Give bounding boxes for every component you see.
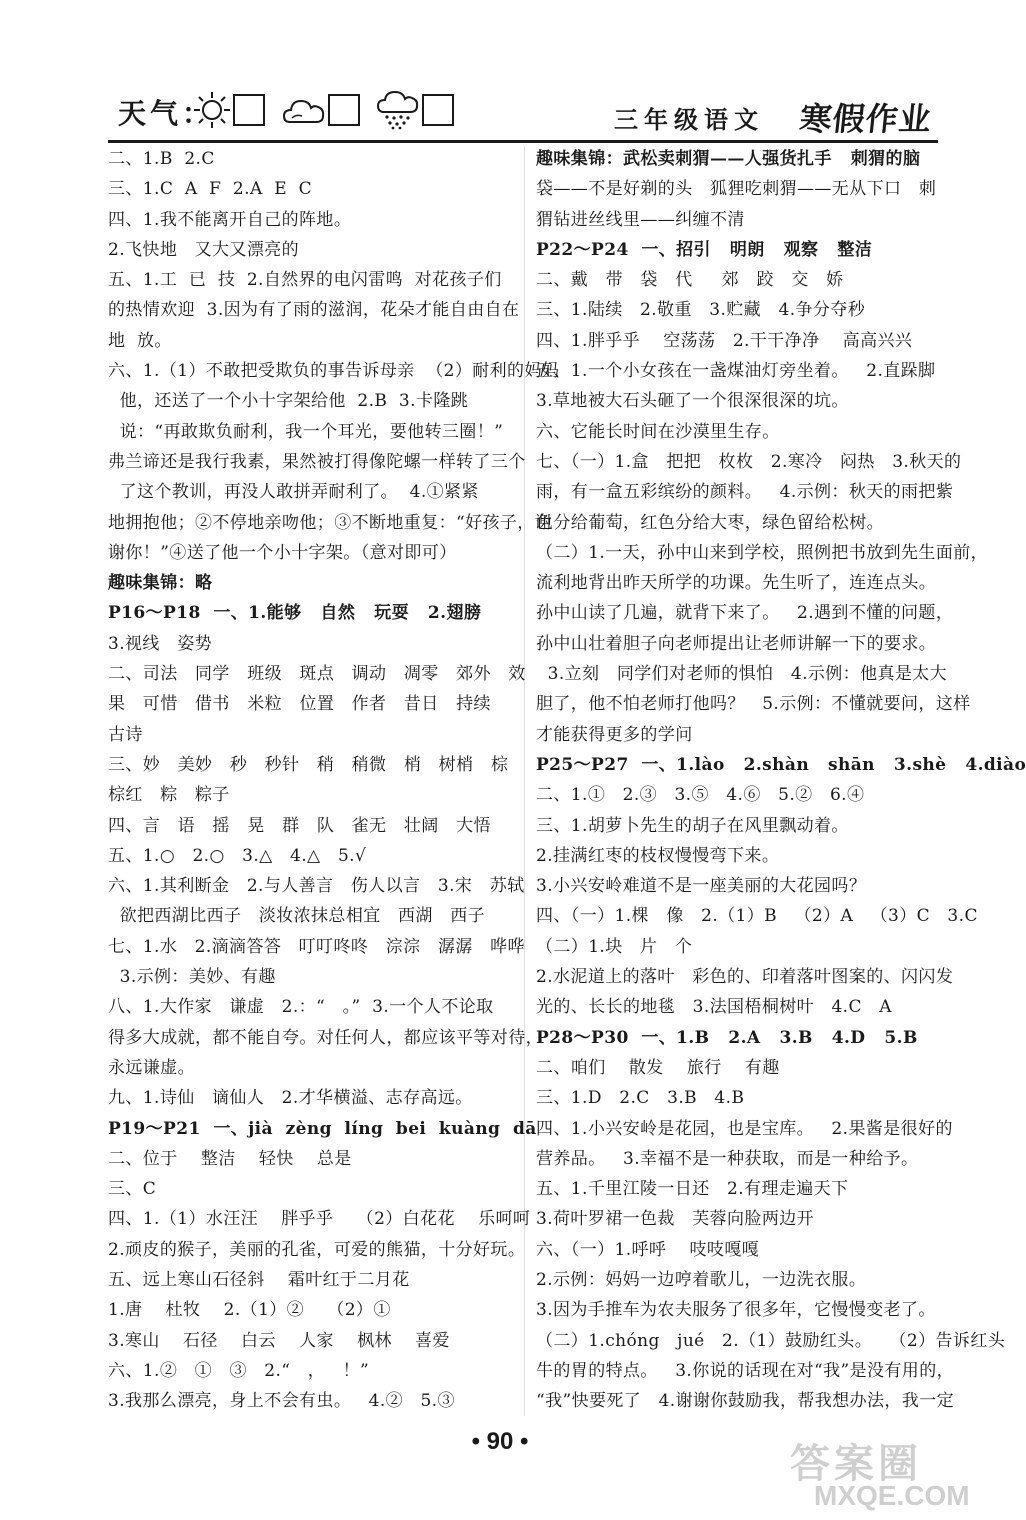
answer-line: 七、1.水 2.滴滴答答 叮叮咚咚 淙淙 潺潺 哗哗 bbox=[108, 936, 525, 957]
answer-line: 雨，有一盒五彩缤纷的颜料。 4.示例：秋天的雨把紫 bbox=[536, 482, 954, 503]
answer-line: （二）1.一天，孙中山来到学校，照例把书放到先生面前， bbox=[536, 542, 989, 563]
answer-line: 的热情欢迎 3.因为有了雨的滋润，花朵才能自由自在 bbox=[108, 300, 520, 321]
answer-line: 2.水泥道上的落叶 彩色的、印着落叶图案的、闪闪发 bbox=[536, 967, 954, 988]
answer-line: 二、位于 整洁 轻快 总是 bbox=[108, 1148, 352, 1169]
answer-line: 3.视线 姿势 bbox=[108, 633, 213, 654]
answer-line: 地拥抱他；②不停地亲吻他；③不断地重复：“好孩子，谢 bbox=[108, 512, 553, 533]
answer-line: 五、1.千里江陵一日还 2.有理走遍天下 bbox=[536, 1179, 849, 1200]
answer-line: 欲把西湖比西子 淡妆浓抹总相宜 西湖 西子 bbox=[108, 906, 486, 927]
weather-label: 天气： bbox=[118, 97, 215, 130]
answer-line: 二、1.B 2.C bbox=[108, 149, 215, 169]
weather-checkbox-cloudy[interactable] bbox=[328, 94, 360, 126]
answer-line: 三、1.陆续 2.敬重 3.贮藏 4.争分夺秒 bbox=[536, 300, 866, 321]
watermark-text: 答案圈 bbox=[790, 1441, 922, 1487]
answer-line: 2.飞快地 又大又漂亮的 bbox=[108, 239, 300, 260]
answer-line: 六、它能长时间在沙漠里生存。 bbox=[536, 421, 780, 442]
answer-line: 六、1.② ① ③ 2.“ ， ！” bbox=[108, 1360, 370, 1381]
answer-line: 四、1.胖乎乎 空荡荡 2.干干净净 高高兴兴 bbox=[536, 330, 913, 351]
answer-line: 地 放。 bbox=[108, 330, 172, 351]
page-header bbox=[0, 0, 1000, 140]
answer-line: 棕红 粽 粽子 bbox=[108, 785, 230, 806]
answer-line: 三、C bbox=[108, 1179, 157, 1200]
answer-line: 趣味集锦：武松卖刺猬——人强货扎手 刺猬的脑 bbox=[536, 149, 921, 169]
watermark-logo bbox=[772, 1430, 992, 1518]
answer-line: 四、1.小兴安岭是花园，也是宝库。 2.果酱是很好的 bbox=[536, 1118, 953, 1139]
answer-line: 三、妙 美妙 秒 秒针 稍 稍微 梢 树梢 棕 bbox=[108, 754, 509, 775]
answer-line: 1.唐 杜牧 2.（1）② （2）① bbox=[108, 1300, 391, 1321]
answer-line: 2.示例：妈妈一边哼着歌儿，一边洗衣服。 bbox=[536, 1269, 867, 1290]
answer-line: 胆了，他不怕老师打他吗？ 5.示例：不懂就要问，这样 bbox=[536, 694, 971, 715]
answer-line: 3.立刻 同学们对老师的惧怕 4.示例：他真是太大 bbox=[536, 664, 948, 685]
answer-line: 三、1.D 2.C 3.B 4.B bbox=[536, 1088, 745, 1109]
watermark-url: MXQE.COM bbox=[814, 1480, 970, 1511]
answer-line: 3.草地被大石头砸了一个很深很深的坑。 bbox=[536, 391, 849, 412]
answer-line: 趣味集锦：略 bbox=[108, 573, 213, 594]
answer-line: 得多大成就，都不能自夸。对任何人，都应该平等对待， bbox=[108, 1027, 543, 1048]
answer-line: P16～P18 一、1.能够 自然 玩耍 2.翅膀 bbox=[108, 603, 482, 624]
answer-line: 3.荷叶罗裙一色裁 芙蓉向脸两边开 bbox=[536, 1209, 815, 1230]
answer-line: 三、1.C A F 2.A E C bbox=[108, 179, 313, 200]
answer-line: 3.示例：美妙、有趣 bbox=[108, 967, 276, 988]
answer-line: 流利地背出昨天所学的功课。先生听了，连连点头。 bbox=[536, 573, 937, 594]
answer-line: 二、戴 带 袋 代 郊 跤 交 娇 bbox=[536, 270, 844, 291]
answer-line: P19～P21 一、jià zèng líng bei kuàng dā bbox=[108, 1118, 537, 1139]
answer-line: 六、（一）1.呼呼 吱吱嘎嘎 bbox=[536, 1239, 760, 1260]
answer-line: 二、司法 同学 班级 斑点 调动 凋零 郊外 效 bbox=[108, 664, 526, 685]
answer-line: 猬钻进丝线里——纠缠不清 bbox=[536, 209, 745, 230]
answer-line: 光的、长长的地毯 3.法国梧桐树叶 4.C A bbox=[536, 997, 892, 1018]
answer-line: P22～P24 一、招引 明朗 观察 整洁 bbox=[536, 239, 873, 260]
weather-checkbox-sunny[interactable] bbox=[233, 94, 265, 126]
answer-line: 牛的胃的特点。 3.你说的话现在对“我”是没有用的， bbox=[536, 1360, 955, 1381]
answer-line: 二、咱们 散发 旅行 有趣 bbox=[536, 1057, 780, 1078]
answer-line: 五、1.工 已 技 2.自然界的电闪雷鸣 对花孩子们 bbox=[108, 270, 502, 291]
answer-line: 2.挂满红枣的枝杈慢慢弯下来。 bbox=[536, 845, 780, 866]
answer-line: 营养品。 3.幸福不是一种获取，而是一种给予。 bbox=[536, 1148, 919, 1169]
answer-line: 五、1.○ 2.○ 3.△ 4.△ 5.√ bbox=[108, 845, 367, 866]
answer-line: 袋——不是好剃的头 狐狸吃刺猬——无从下口 刺 bbox=[536, 179, 937, 200]
answer-line: 九、1.诗仙 谪仙人 2.才华横溢、志存高远。 bbox=[108, 1088, 473, 1109]
book-title: 寒假作业 bbox=[797, 100, 934, 138]
answer-line: 二、1.① 2.③ 3.⑤ 4.⑥ 5.② 6.④ bbox=[536, 785, 865, 806]
answer-line: 2.顽皮的猴子，美丽的孔雀，可爱的熊猫，十分好玩。 bbox=[108, 1239, 526, 1260]
answer-line: 六、1.（1）不敢把受欺负的事告诉母亲 （2）耐利的妈妈 bbox=[108, 361, 560, 382]
left-column bbox=[108, 144, 560, 1416]
answer-line: “我”快要死了 4.谢谢你鼓励我，帮我想办法，我一定 bbox=[536, 1391, 955, 1412]
answer-line: 谢你！”④送了他一个小十字架。（意对即可） bbox=[108, 542, 457, 563]
answer-line: P28～P30 一、1.B 2.A 3.B 4.D 5.B bbox=[536, 1027, 918, 1048]
answer-line: 古诗 bbox=[108, 724, 143, 745]
answer-line: 五、远上寒山石径斜 霜叶红于二月花 bbox=[108, 1269, 410, 1290]
rain-cloud-icon bbox=[376, 88, 420, 130]
answer-line: 他，还送了一个小十字架给他 2.B 3.卡隆跳 bbox=[108, 391, 469, 412]
answer-line: 3.因为手推车为农夫服务了很多年，它慢慢变老了。 bbox=[536, 1300, 936, 1321]
answer-line: 四、1.（1）水汪汪 胖乎乎 （2）白花花 乐呵呵 bbox=[108, 1209, 531, 1230]
answer-line: 七、（一）1.盒 把把 枚枚 2.寒冷 闷热 3.秋天的 bbox=[536, 451, 962, 472]
answer-line: 孙中山壮着胆子向老师提出让老师讲解一下的要求。 bbox=[536, 633, 937, 654]
answer-line: 果 可惜 借书 米粒 位置 作者 昔日 持续 bbox=[108, 694, 491, 715]
answer-line: 四、（一）1.棵 像 2.（1）B （2）A （3）C 3.C bbox=[536, 906, 978, 927]
answer-line: 色分给葡萄，红色分给大枣，绿色留给松树。 bbox=[536, 512, 884, 533]
answer-line: 五、1.一个小女孩在一盏煤油灯旁坐着。 2.直跺脚 bbox=[536, 361, 936, 382]
answer-line: 孙中山读了几遍，就背下来了。 2.遇到不懂的问题， bbox=[536, 603, 954, 624]
sun-icon bbox=[192, 90, 232, 130]
right-column bbox=[536, 144, 1026, 1416]
answer-line: 六、1.其利断金 2.与人善言 伤人以言 3.宋 苏轼 bbox=[108, 876, 525, 897]
answer-line: 了这个教训，再没人敢拼弄耐利了。 4.①紧紧 bbox=[108, 482, 479, 503]
header-divider bbox=[108, 140, 938, 143]
cloud-icon bbox=[282, 92, 326, 128]
answer-line: （二）1.chóng jué 2.（1）鼓励红头。 （2）告诉红头 bbox=[536, 1330, 1006, 1351]
answer-line: P25～P27 一、1.lào 2.shàn shān 3.shè 4.diào bbox=[536, 754, 1026, 775]
weather-checkbox-rainy[interactable] bbox=[422, 94, 454, 126]
answer-line: 四、1.我不能离开自己的阵地。 bbox=[108, 209, 352, 230]
answer-line: 四、言 语 摇 晃 群 队 雀无 壮阔 大悟 bbox=[108, 815, 491, 836]
answer-line: 3.我那么漂亮，身上不会有虫。 4.② 5.③ bbox=[108, 1391, 455, 1412]
page-number: • 90 • bbox=[471, 1428, 529, 1455]
answer-line: 弗兰谛还是我行我素，果然被打得像陀螺一样转了三个 bbox=[108, 451, 526, 472]
answer-line: 八、1.大作家 谦虚 2.：“ 。” 3.一个人不论取 bbox=[108, 997, 494, 1018]
answer-line: 才能获得更多的学问 bbox=[536, 724, 693, 745]
answer-line: （二）1.块 片 个 bbox=[536, 936, 693, 957]
answer-line: 3.寒山 石径 白云 人家 枫林 喜爱 bbox=[108, 1330, 450, 1351]
subject-title: 三年级语文 bbox=[614, 105, 764, 134]
answer-line: 3.小兴安岭难道不是一座美丽的大花园吗？ bbox=[536, 876, 867, 897]
answer-line: 永远谦虚。 bbox=[108, 1057, 195, 1078]
answer-line: 三、1.胡萝卜先生的胡子在风里飘动着。 bbox=[536, 815, 849, 836]
answer-line: 说：“再敢欺负耐利，我一个耳光，要他转三圈！” bbox=[108, 421, 504, 442]
